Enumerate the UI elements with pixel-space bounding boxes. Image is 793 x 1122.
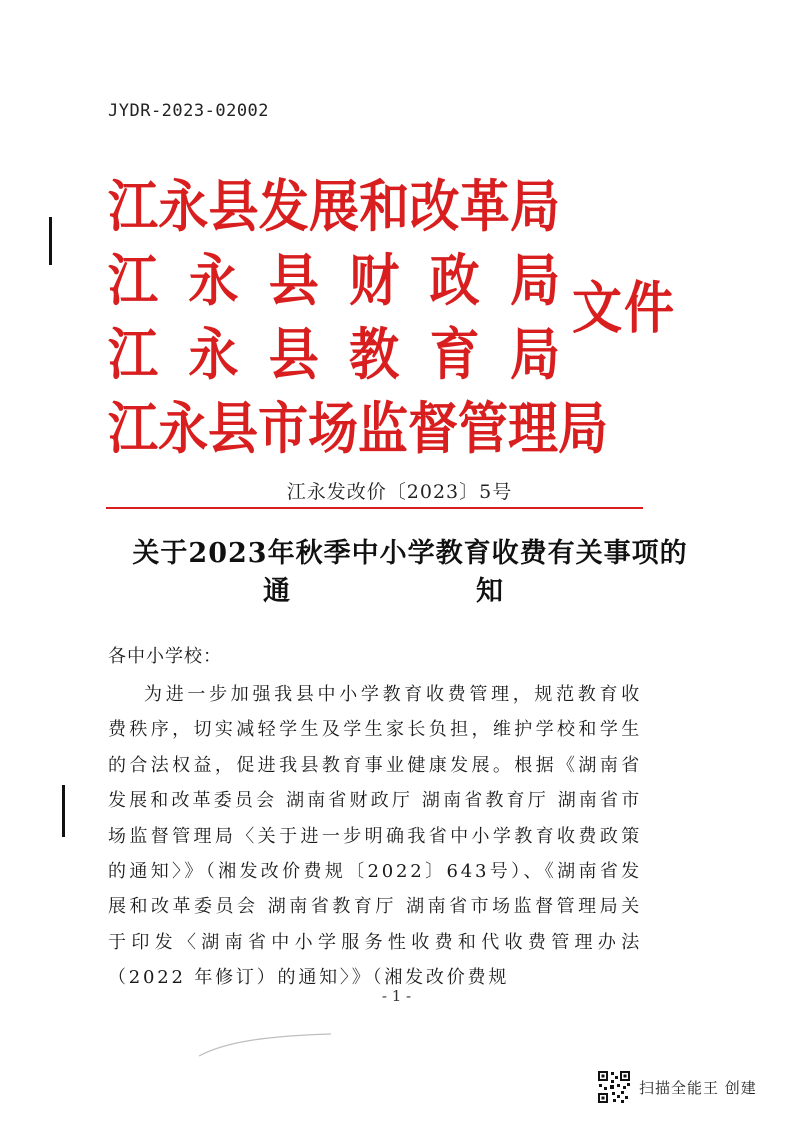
- body-paragraph: 为进一步加强我县中小学教育收费管理，规范教育收费秩序，切实减轻学生及学生家长负担，维护学校和学生的合法权益，促进我县教育事业健康发展。根据《湖南省发展和改革委员会 湖南省财政厅 湖南省教育厅 湖南省市场监督管理局〈关于进一步明确我省中小学教育收费政策的通知〉》（湘发改价费规〔2022〕643号）、《湖南省发展和改革委员会 湖南省教育厅 湖南省市场监督管理局关于印发〈湖南省中小学服务性收费和代收费管理办法（2022 年修订）的通知〉》（湘发改价费规: [108, 684, 642, 989]
- salutation: 各中小学校：: [108, 646, 222, 667]
- scanner-brand-text: 扫描全能王 创建: [639, 1078, 757, 1097]
- document-title-line2: 通 知: [263, 576, 503, 607]
- document-code: JYDR-2023-02002: [108, 101, 270, 121]
- document-title-line1: 关于2023年秋季中小学教育收费有关事项的: [132, 538, 688, 569]
- issuing-agencies-block: [108, 170, 608, 466]
- agency-education: 江 永 县 教 育 局: [108, 321, 560, 388]
- agency-development-reform: 江 永 县 发 展 和 改 革 局: [108, 173, 560, 240]
- document-type-label: 文件: [572, 274, 676, 341]
- agency-finance: 江 永 县 财 政 局: [108, 247, 560, 314]
- page-number: - 1 -: [381, 987, 412, 1005]
- binding-mark-top: [49, 217, 52, 265]
- agency-market-supervision: 江 永 县 市 场 监 督 管 理 局: [108, 395, 608, 462]
- binding-mark-middle: [62, 785, 65, 837]
- qr-code-icon: [597, 1070, 631, 1104]
- scan-artifact-curve: [195, 1030, 335, 1060]
- document-number: 江永发改价〔2023〕5号: [286, 481, 513, 503]
- red-separator-line: [106, 507, 643, 509]
- scanner-watermark: [597, 1070, 757, 1104]
